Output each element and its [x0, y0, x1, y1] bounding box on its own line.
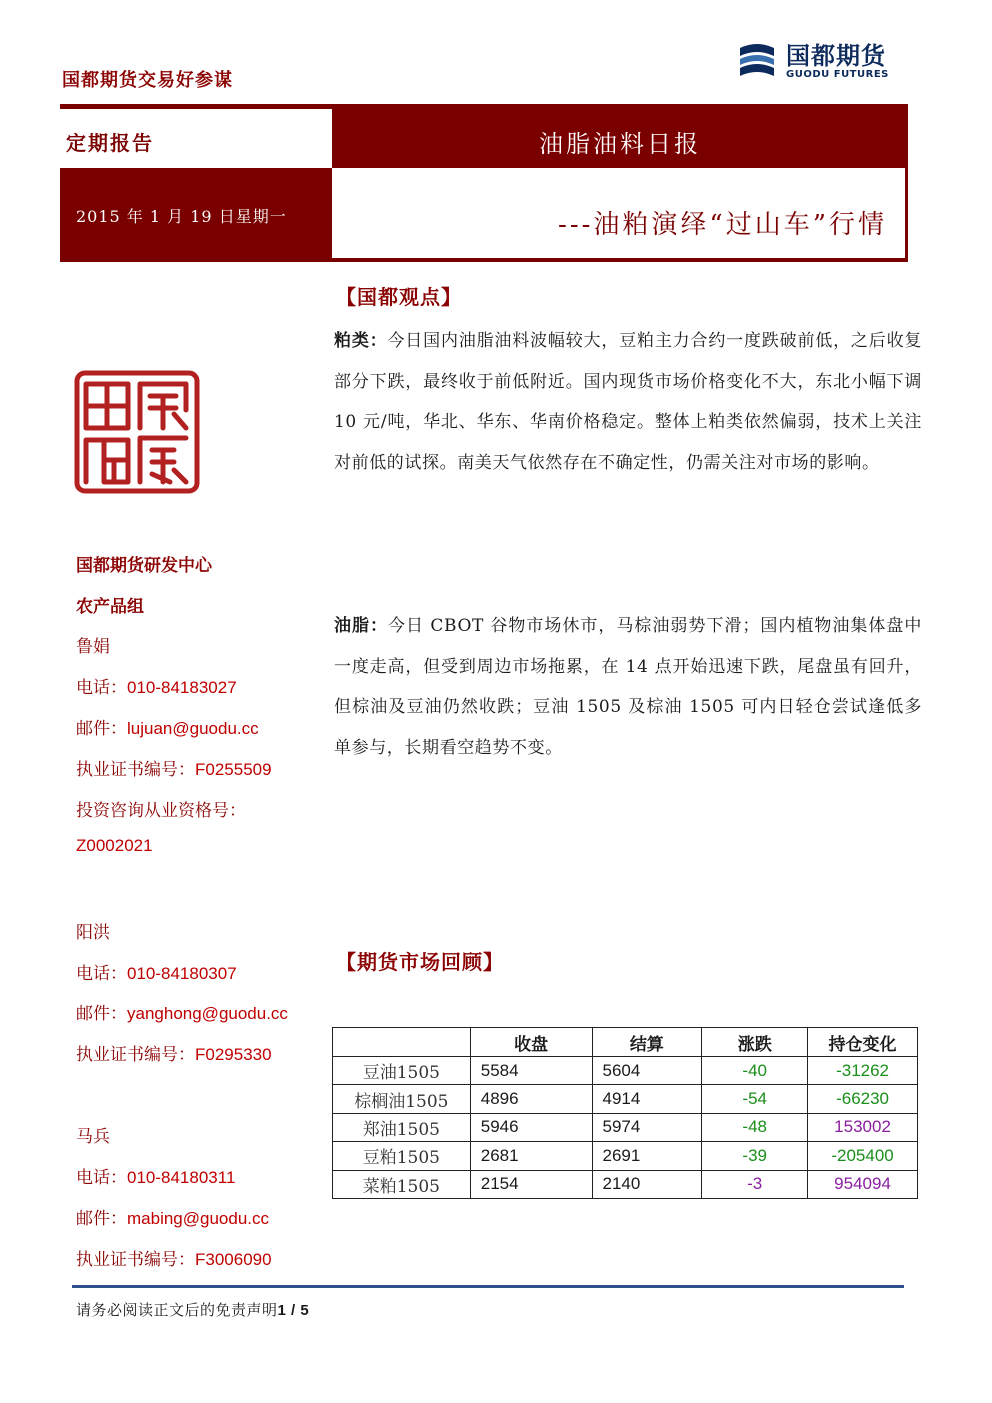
footer-disclaimer[interactable] [76, 1299, 309, 1320]
settle-price: 2140 [592, 1170, 702, 1198]
table-row [333, 1170, 918, 1198]
column-header: 涨跌 [702, 1028, 808, 1057]
settle-price: 2691 [592, 1142, 702, 1170]
page-number: 1 / 5 [277, 1302, 310, 1319]
report-subtitle: ---油粕演绎“过山车”行情 [558, 210, 887, 240]
disclaimer-text: 请务必阅读正文后的免责声明 [76, 1301, 278, 1319]
analyst-name: 鲁娟 [76, 637, 110, 657]
guodu-futures-seal-icon [74, 370, 200, 494]
analyst-name: 阳洪 [76, 923, 110, 943]
contract-name: 豆油1505 [333, 1057, 471, 1085]
analyst-email[interactable]: 邮件：mabing@guodu.cc [76, 1209, 270, 1229]
close-price: 2154 [470, 1170, 592, 1198]
report-date-box [60, 168, 332, 262]
report-subtitle-box [332, 168, 908, 262]
close-price: 5946 [470, 1113, 592, 1141]
report-date: 2015 年 1 月 19 日星期一 [76, 207, 287, 226]
research-center: 国都期货研发中心 [76, 556, 212, 576]
report-type: 定期报告 [66, 131, 154, 155]
close-price: 4896 [470, 1085, 592, 1113]
report-name-box [332, 104, 908, 168]
analyst-phone: 电话：010-84183027 [76, 678, 237, 698]
view-section-title: 【国都观点】 [336, 285, 462, 309]
market-table [332, 1027, 918, 1199]
analyst-cert: 执业证书编号：F0295330 [76, 1045, 272, 1065]
meal-text: 今日国内油脂油料波幅较大，豆粕主力合约一度跌破前低，之后收复部分下跌，最终收于前低附近。国内现货市场价格变化不大，东北小幅下调 10 元/吨，华北、华东、华南价格稳定。整体上粕类依然偏弱，技术上关注对前低的试探。南美天气依然存在不确定性，仍需关注对市场的影响。 [334, 331, 922, 473]
logo-english-name: GUODU FUTURES [786, 68, 889, 80]
oil-commentary [334, 606, 922, 768]
meal-lead: 粕类： [334, 331, 388, 351]
analyst-advisor-label: 投资咨询从业资格号： [76, 801, 246, 821]
market-section-title: 【期货市场回顾】 [336, 950, 504, 974]
analyst-email[interactable]: 邮件：yanghong@guodu.cc [76, 1004, 288, 1024]
table-header-row [333, 1028, 918, 1057]
logo-chinese-name: 国都期货 [786, 41, 886, 70]
report-name: 油脂油料日报 [539, 130, 701, 158]
analyst-cert: 执业证书编号：F3006090 [76, 1250, 272, 1270]
column-header: 收盘 [470, 1028, 592, 1057]
price-change: -39 [702, 1142, 808, 1170]
guodu-logo [734, 38, 906, 84]
meal-commentary [334, 321, 922, 483]
oil-text: 今日 CBOT 谷物市场休市，马棕油弱势下滑；国内植物油集体盘中一度走高，但受到周边市场拖累，在 14 点开始迅速下跌，尾盘虽有回升，但棕油及豆油仍然收跌；豆油 1505 及棕油 1505 可内日轻仓尝试逢低多单参与，长期看空趋势不变。 [334, 616, 922, 758]
table-row [333, 1142, 918, 1170]
price-change: -40 [702, 1057, 808, 1085]
footer-divider [72, 1285, 904, 1288]
settle-price: 4914 [592, 1085, 702, 1113]
settle-price: 5604 [592, 1057, 702, 1085]
contract-name: 郑油1505 [333, 1113, 471, 1141]
table-row [333, 1113, 918, 1141]
oi-change: -205400 [808, 1142, 918, 1170]
oi-change: -66230 [808, 1085, 918, 1113]
company-slogan: 国都期货交易好参谋 [62, 70, 233, 91]
contract-name: 菜粕1505 [333, 1170, 471, 1198]
contract-name: 棕榈油1505 [333, 1085, 471, 1113]
price-change: -3 [702, 1170, 808, 1198]
price-change: -54 [702, 1085, 808, 1113]
oil-lead: 油脂： [334, 616, 389, 636]
analyst-name: 马兵 [76, 1127, 110, 1147]
close-price: 2681 [470, 1142, 592, 1170]
analyst-advisor-id: Z0002021 [76, 836, 153, 855]
oi-change: 153002 [808, 1113, 918, 1141]
column-header [333, 1028, 471, 1057]
analyst-phone: 电话：010-84180307 [76, 964, 237, 984]
analyst-phone: 电话：010-84180311 [76, 1168, 236, 1188]
report-type-box [60, 104, 332, 168]
oi-change: 954094 [808, 1170, 918, 1198]
table-row [333, 1085, 918, 1113]
analyst-cert: 执业证书编号：F0255509 [76, 760, 272, 780]
table-row [333, 1057, 918, 1085]
close-price: 5584 [470, 1057, 592, 1085]
oi-change: -31262 [808, 1057, 918, 1085]
column-header: 持仓变化 [808, 1028, 918, 1057]
settle-price: 5974 [592, 1113, 702, 1141]
price-change: -48 [702, 1113, 808, 1141]
column-header: 结算 [592, 1028, 702, 1057]
analyst-email[interactable]: 邮件：lujuan@guodu.cc [76, 719, 259, 739]
research-group: 农产品组 [76, 597, 144, 617]
guodu-logo-icon [734, 38, 780, 84]
contract-name: 豆粕1505 [333, 1142, 471, 1170]
